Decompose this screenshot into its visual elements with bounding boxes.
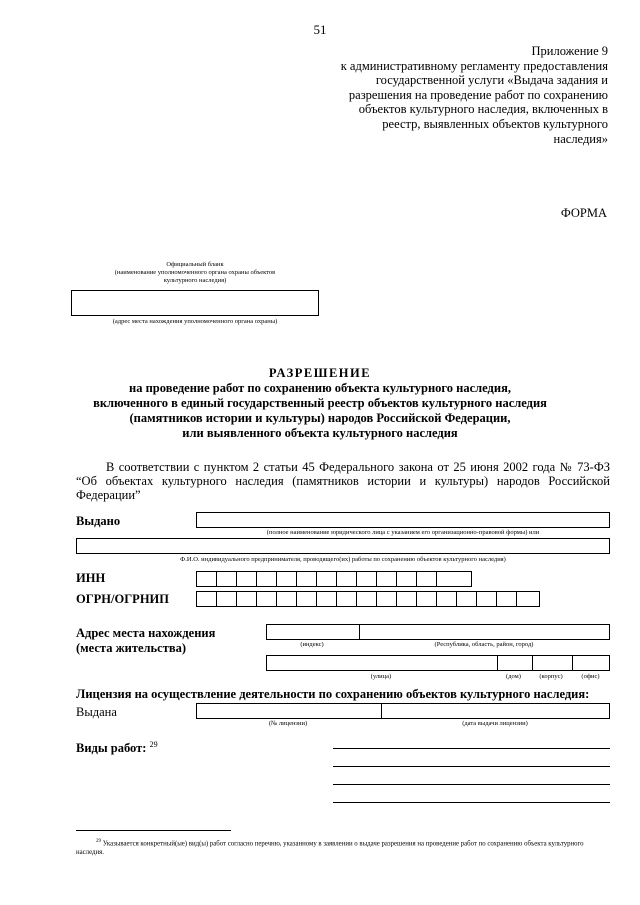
title-line: или выявленного объекта культурного наследия [182, 426, 458, 440]
inn-cell[interactable] [397, 572, 417, 586]
issued-caption-1: (полное наименование юридического лица с указанием его организационно-правовой формы) или [266, 529, 540, 536]
ogrn-cell[interactable] [277, 592, 297, 606]
inn-cell[interactable] [357, 572, 377, 586]
footnote-text: Указывается конкретный(ые) вид(ы) работ согласно перечню, указанному в заявлении о выдаче разрешения на проведение работ по сохранению объекта культурного наследия. [76, 840, 584, 857]
title-line: включенного в единый государственный реестр объектов культурного наследия [93, 396, 547, 410]
document-title [60, 366, 580, 441]
works-line[interactable] [333, 802, 610, 803]
blank-caption-line: культурного наследия) [163, 277, 227, 284]
appendix-line: Приложение 9 [531, 44, 608, 58]
license-divider [381, 704, 382, 718]
ogrn-cell[interactable] [457, 592, 477, 606]
works-line[interactable] [333, 766, 610, 767]
caption-office: (офис) [581, 673, 600, 680]
ogrn-cell[interactable] [317, 592, 337, 606]
official-address-caption: (адрес места нахождения уполномоченного органа охраны) [112, 318, 278, 325]
address-divider [572, 656, 573, 670]
footnote-number: 29 [96, 839, 101, 844]
footnote-separator [76, 830, 231, 831]
ogrn-cell[interactable] [377, 592, 397, 606]
form-label: ФОРМА [560, 206, 607, 220]
ogrn-cell[interactable] [217, 592, 237, 606]
works-footnote-ref: 29 [149, 740, 158, 749]
appendix-header [278, 44, 608, 146]
address-label-line: Адрес места нахождения [76, 626, 216, 640]
ogrn-cell[interactable] [517, 592, 537, 606]
ogrn-cell[interactable] [337, 592, 357, 606]
caption-index: (индекс) [300, 641, 324, 648]
ogrn-cell[interactable] [197, 592, 217, 606]
ogrn-cell[interactable] [237, 592, 257, 606]
works-label-text: Виды работ: [76, 741, 147, 756]
license-field[interactable] [196, 703, 610, 719]
caption-license-number: (№ лицензии) [268, 720, 308, 727]
ogrn-cell[interactable] [437, 592, 457, 606]
address-divider [359, 625, 360, 639]
caption-region: (Республика, область, район, город) [434, 641, 534, 648]
inn-cell[interactable] [277, 572, 297, 586]
appendix-line: реестр, выявленных объектов культурного [382, 116, 608, 131]
appendix-line: объектов культурного наследия, включенных в [358, 102, 608, 117]
ogrn-cell[interactable] [257, 592, 277, 606]
caption-korpus: (корпус) [539, 673, 563, 680]
page-number: 51 [313, 22, 327, 37]
inn-cell[interactable] [437, 572, 457, 586]
official-address-field[interactable] [71, 290, 319, 316]
issued-name-field[interactable] [196, 512, 610, 528]
blank-caption-line: Официальный бланк [166, 261, 224, 268]
works-line[interactable] [333, 748, 610, 749]
ogrn-cell[interactable] [497, 592, 517, 606]
caption-house: (дом) [506, 673, 521, 680]
inn-cell[interactable] [417, 572, 437, 586]
address-row-2[interactable] [266, 655, 610, 671]
legal-basis: В соответствии с пунктом 2 статьи 45 Федерального закона от 25 июня 2002 года № 73-ФЗ “Об объектах культурного наследия (памятников истории и культуры) народов Российской Федерации” [76, 460, 610, 502]
appendix-line: наследия» [553, 131, 608, 146]
ogrn-label: ОГРН/ОГРНИП [76, 592, 169, 606]
appendix-line: разрешения на проведение работ по сохранению [348, 87, 608, 102]
inn-cell[interactable] [217, 572, 237, 586]
footnote [76, 837, 610, 857]
title-line: на проведение работ по сохранению объекта культурного наследия, [129, 381, 511, 395]
address-label-line: (места жительства) [76, 641, 187, 655]
works-line[interactable] [333, 784, 610, 785]
ogrn-cells[interactable] [196, 591, 540, 607]
inn-cell[interactable] [377, 572, 397, 586]
ogrn-cell[interactable] [417, 592, 437, 606]
ogrn-cell[interactable] [297, 592, 317, 606]
inn-cell[interactable] [197, 572, 217, 586]
inn-cell[interactable] [337, 572, 357, 586]
address-row-1[interactable] [266, 624, 610, 640]
address-label [76, 626, 215, 656]
official-blank-caption [70, 261, 320, 285]
issued-caption-2: Ф.И.О. индивидуального предпринимателя, проводящего(их) работы по сохранению объектов культурного наследия) [180, 556, 506, 563]
issued-label: Выдано [76, 514, 121, 528]
title-line: (памятников истории и культуры) народов Российской Федерации, [129, 411, 511, 425]
inn-cell[interactable] [297, 572, 317, 586]
inn-label: ИНН [76, 571, 106, 585]
address-divider [532, 656, 533, 670]
appendix-line: к административному регламенту предоставления [340, 58, 608, 73]
inn-cell[interactable] [237, 572, 257, 586]
ogrn-cell[interactable] [397, 592, 417, 606]
ogrn-cell[interactable] [477, 592, 497, 606]
ogrn-cell[interactable] [357, 592, 377, 606]
caption-license-date: (дата выдачи лицензии) [462, 720, 528, 727]
works-label [76, 737, 158, 756]
address-divider [497, 656, 498, 670]
license-issued-label: Выдана [76, 705, 117, 719]
issued-name-field-2[interactable] [76, 538, 610, 554]
blank-caption-line: (наименование уполномоченного органа охраны объектов [114, 269, 276, 276]
license-heading: Лицензия на осуществление деятельности по сохранению объектов культурного наследия: [76, 687, 590, 701]
inn-cell[interactable] [317, 572, 337, 586]
caption-street: (улица) [370, 673, 392, 680]
appendix-line: государственной услуги «Выдача задания и [375, 73, 608, 88]
title-heading: РАЗРЕШЕНИЕ [268, 366, 372, 380]
inn-cell[interactable] [257, 572, 277, 586]
inn-cells[interactable] [196, 571, 472, 587]
